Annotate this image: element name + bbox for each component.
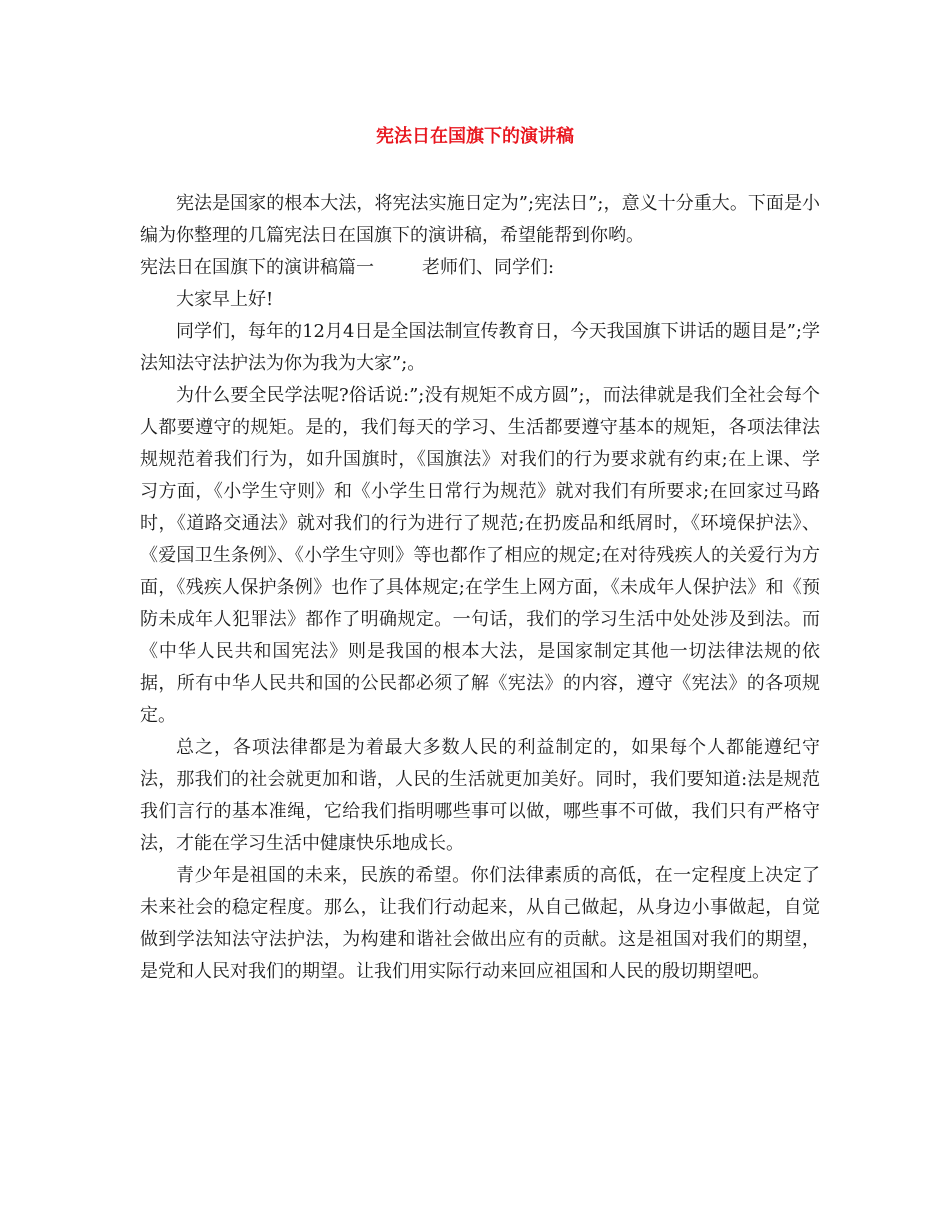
document-body	[140, 188, 820, 988]
salutation: 老师们、同学们:	[422, 257, 555, 278]
intro-paragraph: 宪法是国家的根本大法，将宪法实施日定为”;宪法日”;，意义十分重大。下面是小编为你整理的几篇宪法日在国旗下的演讲稿，希望能帮到你哟。	[140, 193, 820, 246]
body-paragraph-4: 青少年是祖国的未来，民族的希望。你们法律素质的高低，在一定程度上决定了未来社会的稳定程度。那么，让我们行动起来，从自己做起，从身边小事做起，自觉做到学法知法守法护法，为构建和谐社会做出应有的贡献。这是祖国对我们的期望，是党和人民对我们的期望。让我们用实际行动来回应祖国和人民的殷切期望吧。	[140, 865, 820, 982]
body-paragraph-3: 总之，各项法律都是为着最大多数人民的利益制定的，如果每个人都能遵纪守法，那我们的社会就更加和谐，人民的生活就更加美好。同时，我们要知道:法是规范我们言行的基本准绳，它给我们指明哪些事可以做，哪些事不可做，我们只有严格守法，才能在学习生活中健康快乐地成长。	[140, 737, 820, 854]
section-heading-line	[140, 252, 820, 284]
section-heading: 宪法日在国旗下的演讲稿篇一	[140, 257, 374, 278]
greeting-paragraph: 大家早上好!	[176, 289, 274, 310]
body-paragraph-2: 为什么要全民学法呢?俗话说:”;没有规矩不成方圆”;，而法律就是我们全社会每个人都要遵守的规矩。是的，我们每天的学习、生活都要遵守基本的规矩，各项法律法规规范着我们行为，如升国旗时，《国旗法》对我们的行为要求就有约束;在上课、学习方面，《小学生守则》和《小学生日常行为规范》就对我们有所要求;在回家过马路时，《道路交通法》就对我们的行为进行了规范;在扔废品和纸屑时，《环境保护法》、《爱国卫生条例》、《小学生守则》等也都作了相应的规定;在对待残疾人的关爱行为方面，《残疾人保护条例》也作了具体规定;在学生上网方面，《未成年人保护法》和《预防未成年人犯罪法》都作了明确规定。一句话，我们的学习生活中处处涉及到法。而《中华人民共和国宪法》则是我国的根本大法，是国家制定其他一切法律法规的依据，所有中华人民共和国的公民都必须了解《宪法》的内容，遵守《宪法》的各项规定。	[140, 385, 820, 726]
document-title: 宪法日在国旗下的演讲稿	[376, 126, 574, 147]
body-paragraph-1: 同学们，每年的12月4日是全国法制宣传教育日，今天我国旗下讲话的题目是”;学法知法守法护法为你为我为大家”;。	[140, 321, 820, 374]
